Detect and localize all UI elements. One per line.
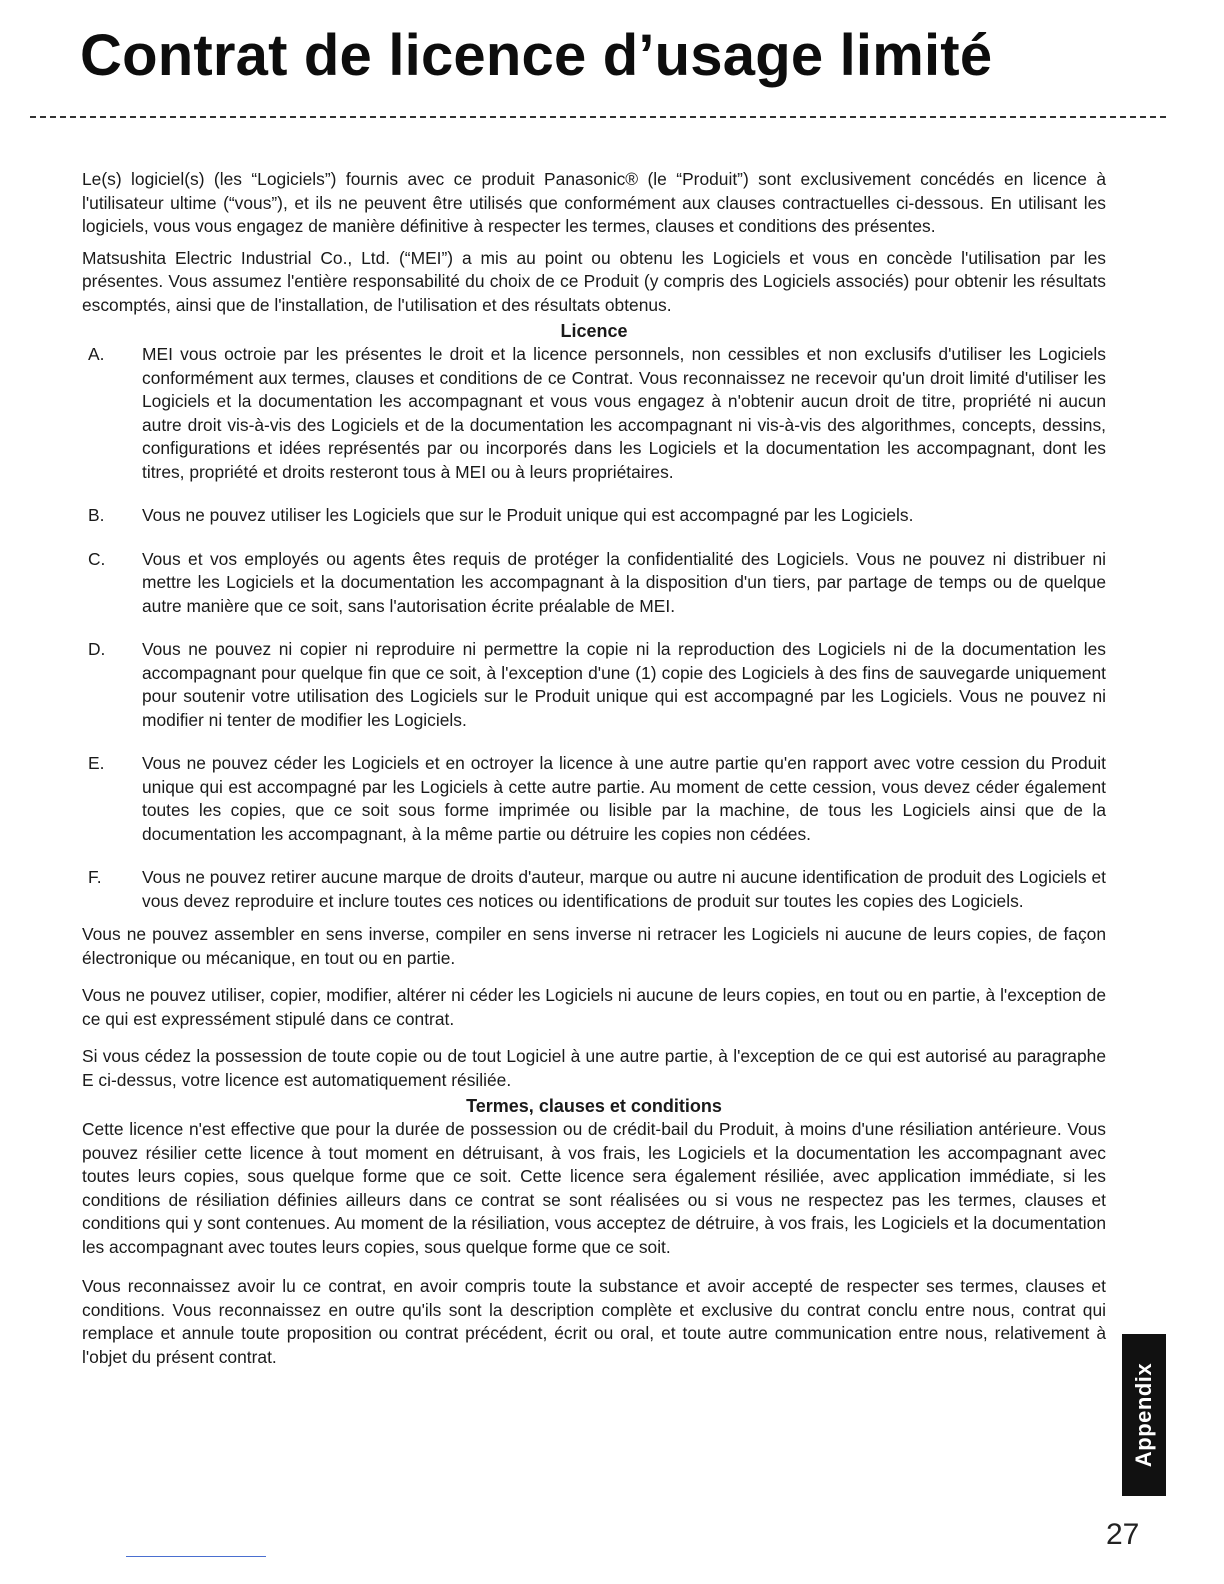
page-number: 27	[1106, 1518, 1140, 1551]
document-body	[82, 168, 1106, 1377]
item-text: Vous ne pouvez utiliser les Logiciels que sur le Produit unique qui est accompagné par les Logiciels.	[142, 505, 914, 525]
item-text: Vous ne pouvez ni copier ni reproduire ni permettre la copie ni la reproduction des Logiciels ni de la documentation les accompagnant pour quelque fin que ce soit, à l'exception d'une (1) copie des Logiciels à des fins de sauvegarde uniquement pour soutenir votre utilisation des Logiciels sur le Produit unique qui est accompagné par les Logiciels. Vous ne pouvez ni modifier ni tenter de modifier les Logiciels.	[142, 639, 1106, 730]
licence-item-a	[82, 343, 1106, 484]
item-text: Vous ne pouvez céder les Logiciels et en octroyer la licence à une autre partie qu'en rapport avec votre cession du Produit unique qui est accompagné par les Logiciels à cette autre partie. Au moment de cette cession, vous devez céder également toutes les copies, que ce soit sous forme imprimée ou lisible par la machine, de tous les Logiciels ainsi que de la documentation les accompagnant, à la même partie ou détruire les copies non cédées.	[142, 753, 1106, 844]
item-text: Vous et vos employés ou agents êtes requis de protéger la confidentialité des Logiciels. Vous ne pouvez ni distribuer ni mettre les Logiciels et la documentation les accompagnant à la disposition d'un tiers, par partage de temps ou de quelque autre manière que ce soit, sans l'autorisation écrite préalable de MEI.	[142, 548, 1106, 616]
licence-item-d	[82, 638, 1106, 732]
licence-item-e	[82, 752, 1106, 846]
licence-item-b	[82, 504, 1106, 528]
terms-paragraph: Vous reconnaissez avoir lu ce contrat, en avoir compris toute la substance et avoir accepté de respecter ses termes, clauses et conditions. Vous reconnaissez en outre qu'ils sont la description complète et exclusive du contrat conclu entre nous, contrat qui remplace et annule toute proposition ou contrat précédent, écrit ou oral, et toute autre communication entre nous, relativement à l'objet du présent contrat.	[82, 1276, 1106, 1367]
appendix-tab	[1122, 1334, 1166, 1496]
restriction-paragraph: Si vous cédez la possession de toute copie ou de tout Logiciel à une autre partie, à l'exception de ce qui est autorisé au paragraphe E ci-dessus, votre licence est automatiquement résiliée.	[82, 1046, 1106, 1090]
footer-line	[126, 1556, 266, 1557]
item-letter: F.	[88, 867, 102, 887]
restriction-paragraph: Vous ne pouvez assembler en sens inverse, compiler en sens inverse ni retracer les Logiciels ni aucune de leurs copies, de façon électronique ou mécanique, en tout ou en partie.	[82, 924, 1106, 968]
intro-paragraph: Le(s) logiciel(s) (les “Logiciels”) fournis avec ce produit Panasonic® (le “Produit”) sont exclusivement concédés en licence à l'utilisateur ultime (“vous”), et ils ne peuvent être utilisés que conformément aux clauses contractuelles ci-dessous. En utilisant les logiciels, vous vous engagez de manière définitive à respecter les termes, clauses et conditions des présentes.	[82, 169, 1106, 236]
licence-heading: Licence	[560, 321, 628, 341]
item-letter: E.	[88, 753, 105, 773]
licence-item-c	[82, 548, 1106, 619]
item-letter: A.	[88, 344, 105, 364]
appendix-tab-label: Appendix	[1131, 1362, 1157, 1468]
title-divider	[30, 116, 1166, 118]
item-letter: D.	[88, 639, 106, 659]
intro-paragraph: Matsushita Electric Industrial Co., Ltd. (“MEI”) a mis au point ou obtenu les Logiciels et vous en concède l'utilisation par les présentes. Vous assumez l'entière responsabilité du choix de ce Produit (y compris des Logiciels associés) pour obtenir les résultats escomptés, ainsi que de l'installation, de l'utilisation et des résultats obtenus.	[82, 247, 1106, 315]
page-title: Contrat de licence d’usage limité	[80, 23, 993, 88]
item-text: Vous ne pouvez retirer aucune marque de droits d'auteur, marque ou autre ni aucune identification de produit des Logiciels et vous devez reproduire et inclure toutes ces notices ou identifications de produit sur toutes les copies des Logiciels.	[142, 867, 1106, 911]
licence-item-f	[82, 866, 1106, 913]
item-letter: B.	[88, 505, 105, 525]
terms-paragraph: Cette licence n'est effective que pour la durée de possession ou de crédit-bail du Produit, à moins d'une résiliation antérieure. Vous pouvez résilier cette licence à tout moment en détruisant, à vos frais, les Logiciels et la documentation les accompagnant avec toutes leurs copies, sous quelque forme que ce soit. Cette licence sera également résiliée, avec application immédiate, si les conditions de résiliation définies ailleurs dans ce contrat se sont réalisées ou si vous ne respectez pas les termes, clauses et conditions qui y sont contenues. Au moment de la résiliation, vous acceptez de détruire, à vos frais, les Logiciels et la documentation les accompagnant avec toutes leurs copies, sous quelque forme que ce soit.	[82, 1119, 1106, 1257]
item-text: MEI vous octroie par les présentes le droit et la licence personnels, non cessibles et non exclusifs d'utiliser les Logiciels conformément aux termes, clauses et conditions de ce Contrat. Vous reconnaissez ne recevoir qu'un droit limité d'utiliser les Logiciels et la documentation les accompagnant et vous vous engagez à n'obtenir aucun droit de titre, propriété ni aucun autre droit vis-à-vis des Logiciels et de la documentation les accompagnant ni vis-à-vis des algorithmes, concepts, dessins, configurations et idées représentés par ou incorporés dans les Logiciels et la documentation les accompagnant, dont les titres, propriété et droits resteront tous à MEI ou à leurs propriétaires.	[142, 344, 1106, 482]
item-letter: C.	[88, 548, 106, 569]
terms-heading: Termes, clauses et conditions	[466, 1096, 722, 1116]
restriction-paragraph: Vous ne pouvez utiliser, copier, modifier, altérer ni céder les Logiciels ni aucune de leurs copies, en tout ou en partie, à l'exception de ce qui est expressément stipulé dans ce contrat.	[82, 985, 1106, 1029]
